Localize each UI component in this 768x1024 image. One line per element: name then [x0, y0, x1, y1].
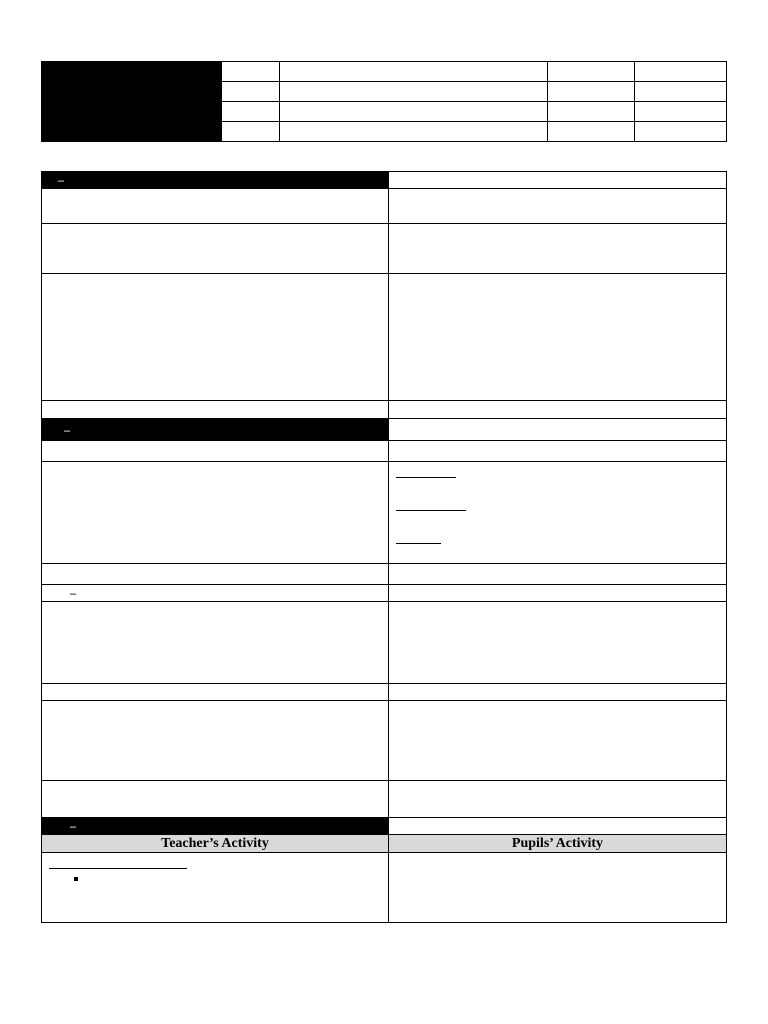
table-cell	[389, 462, 726, 563]
header-cell	[279, 62, 547, 82]
table-row	[42, 189, 726, 224]
blank-line	[396, 543, 441, 544]
table-cell	[389, 781, 726, 817]
table-cell	[42, 441, 389, 461]
table-row	[42, 701, 726, 781]
table-cell	[389, 441, 726, 461]
table-row	[42, 684, 726, 701]
section-marker: –	[64, 423, 70, 437]
header-cell	[547, 62, 634, 82]
table-cell	[389, 224, 726, 273]
section-header-cell	[42, 172, 389, 188]
table-cell	[42, 701, 389, 780]
header-logo-block	[42, 62, 221, 141]
header-cell	[634, 82, 726, 102]
table-cell	[389, 818, 726, 834]
bullet-point	[74, 877, 78, 881]
table-row	[42, 401, 726, 419]
header-cell	[221, 102, 279, 122]
blank-line	[396, 477, 456, 478]
header-cell	[547, 82, 634, 102]
table-row	[42, 224, 726, 274]
header-cell	[634, 102, 726, 122]
activity-row	[42, 853, 726, 922]
table-cell	[42, 684, 389, 700]
header-cell	[279, 122, 547, 141]
table-cell	[389, 585, 726, 601]
header-cell	[634, 122, 726, 141]
section-header-row	[42, 419, 726, 441]
table-cell	[389, 274, 726, 400]
blank-line	[396, 510, 466, 511]
table-cell	[42, 781, 389, 817]
header-cell	[221, 122, 279, 141]
lesson-plan-table	[41, 171, 727, 923]
teacher-activity-cell	[42, 853, 389, 922]
table-cell	[42, 564, 389, 584]
pupils-activity-header: Pupils’ Activity	[511, 835, 604, 851]
table-row	[42, 441, 726, 462]
table-cell	[389, 172, 726, 188]
section-header-cell	[42, 818, 389, 834]
table-row	[42, 781, 726, 818]
table-cell	[42, 189, 389, 223]
table-cell	[389, 419, 726, 440]
header-cell	[279, 82, 547, 102]
section-marker: –	[70, 819, 76, 833]
header-cell	[547, 102, 634, 122]
table-cell	[42, 585, 389, 601]
table-row	[42, 462, 726, 564]
table-cell	[42, 401, 389, 418]
header-table	[41, 61, 727, 142]
table-cell	[42, 224, 389, 273]
table-row	[42, 274, 726, 401]
table-cell	[42, 602, 389, 683]
table-row	[42, 564, 726, 585]
header-cell	[547, 122, 634, 141]
header-cell	[221, 62, 279, 82]
teacher-activity-header: Teacher’s Activity	[161, 835, 269, 851]
pupils-activity-cell	[389, 853, 726, 922]
table-cell	[389, 189, 726, 223]
table-cell	[389, 701, 726, 780]
header-cell	[634, 62, 726, 82]
pupils-activity-header-cell	[389, 835, 726, 852]
table-row	[42, 585, 726, 602]
table-row	[42, 602, 726, 684]
table-cell	[42, 462, 389, 563]
section-marker: –	[58, 173, 64, 187]
table-cell	[389, 602, 726, 683]
section-header-row	[42, 172, 726, 189]
teacher-activity-header-cell	[42, 835, 389, 852]
header-cell	[221, 82, 279, 102]
table-cell	[389, 684, 726, 700]
section-header-cell	[42, 419, 389, 440]
header-cell	[279, 102, 547, 122]
section-header-row	[42, 818, 726, 835]
table-cell	[42, 274, 389, 400]
table-cell	[389, 564, 726, 584]
blank-line	[49, 868, 187, 869]
section-marker: –	[70, 586, 76, 600]
table-cell	[389, 401, 726, 418]
activity-header-row	[42, 835, 726, 853]
